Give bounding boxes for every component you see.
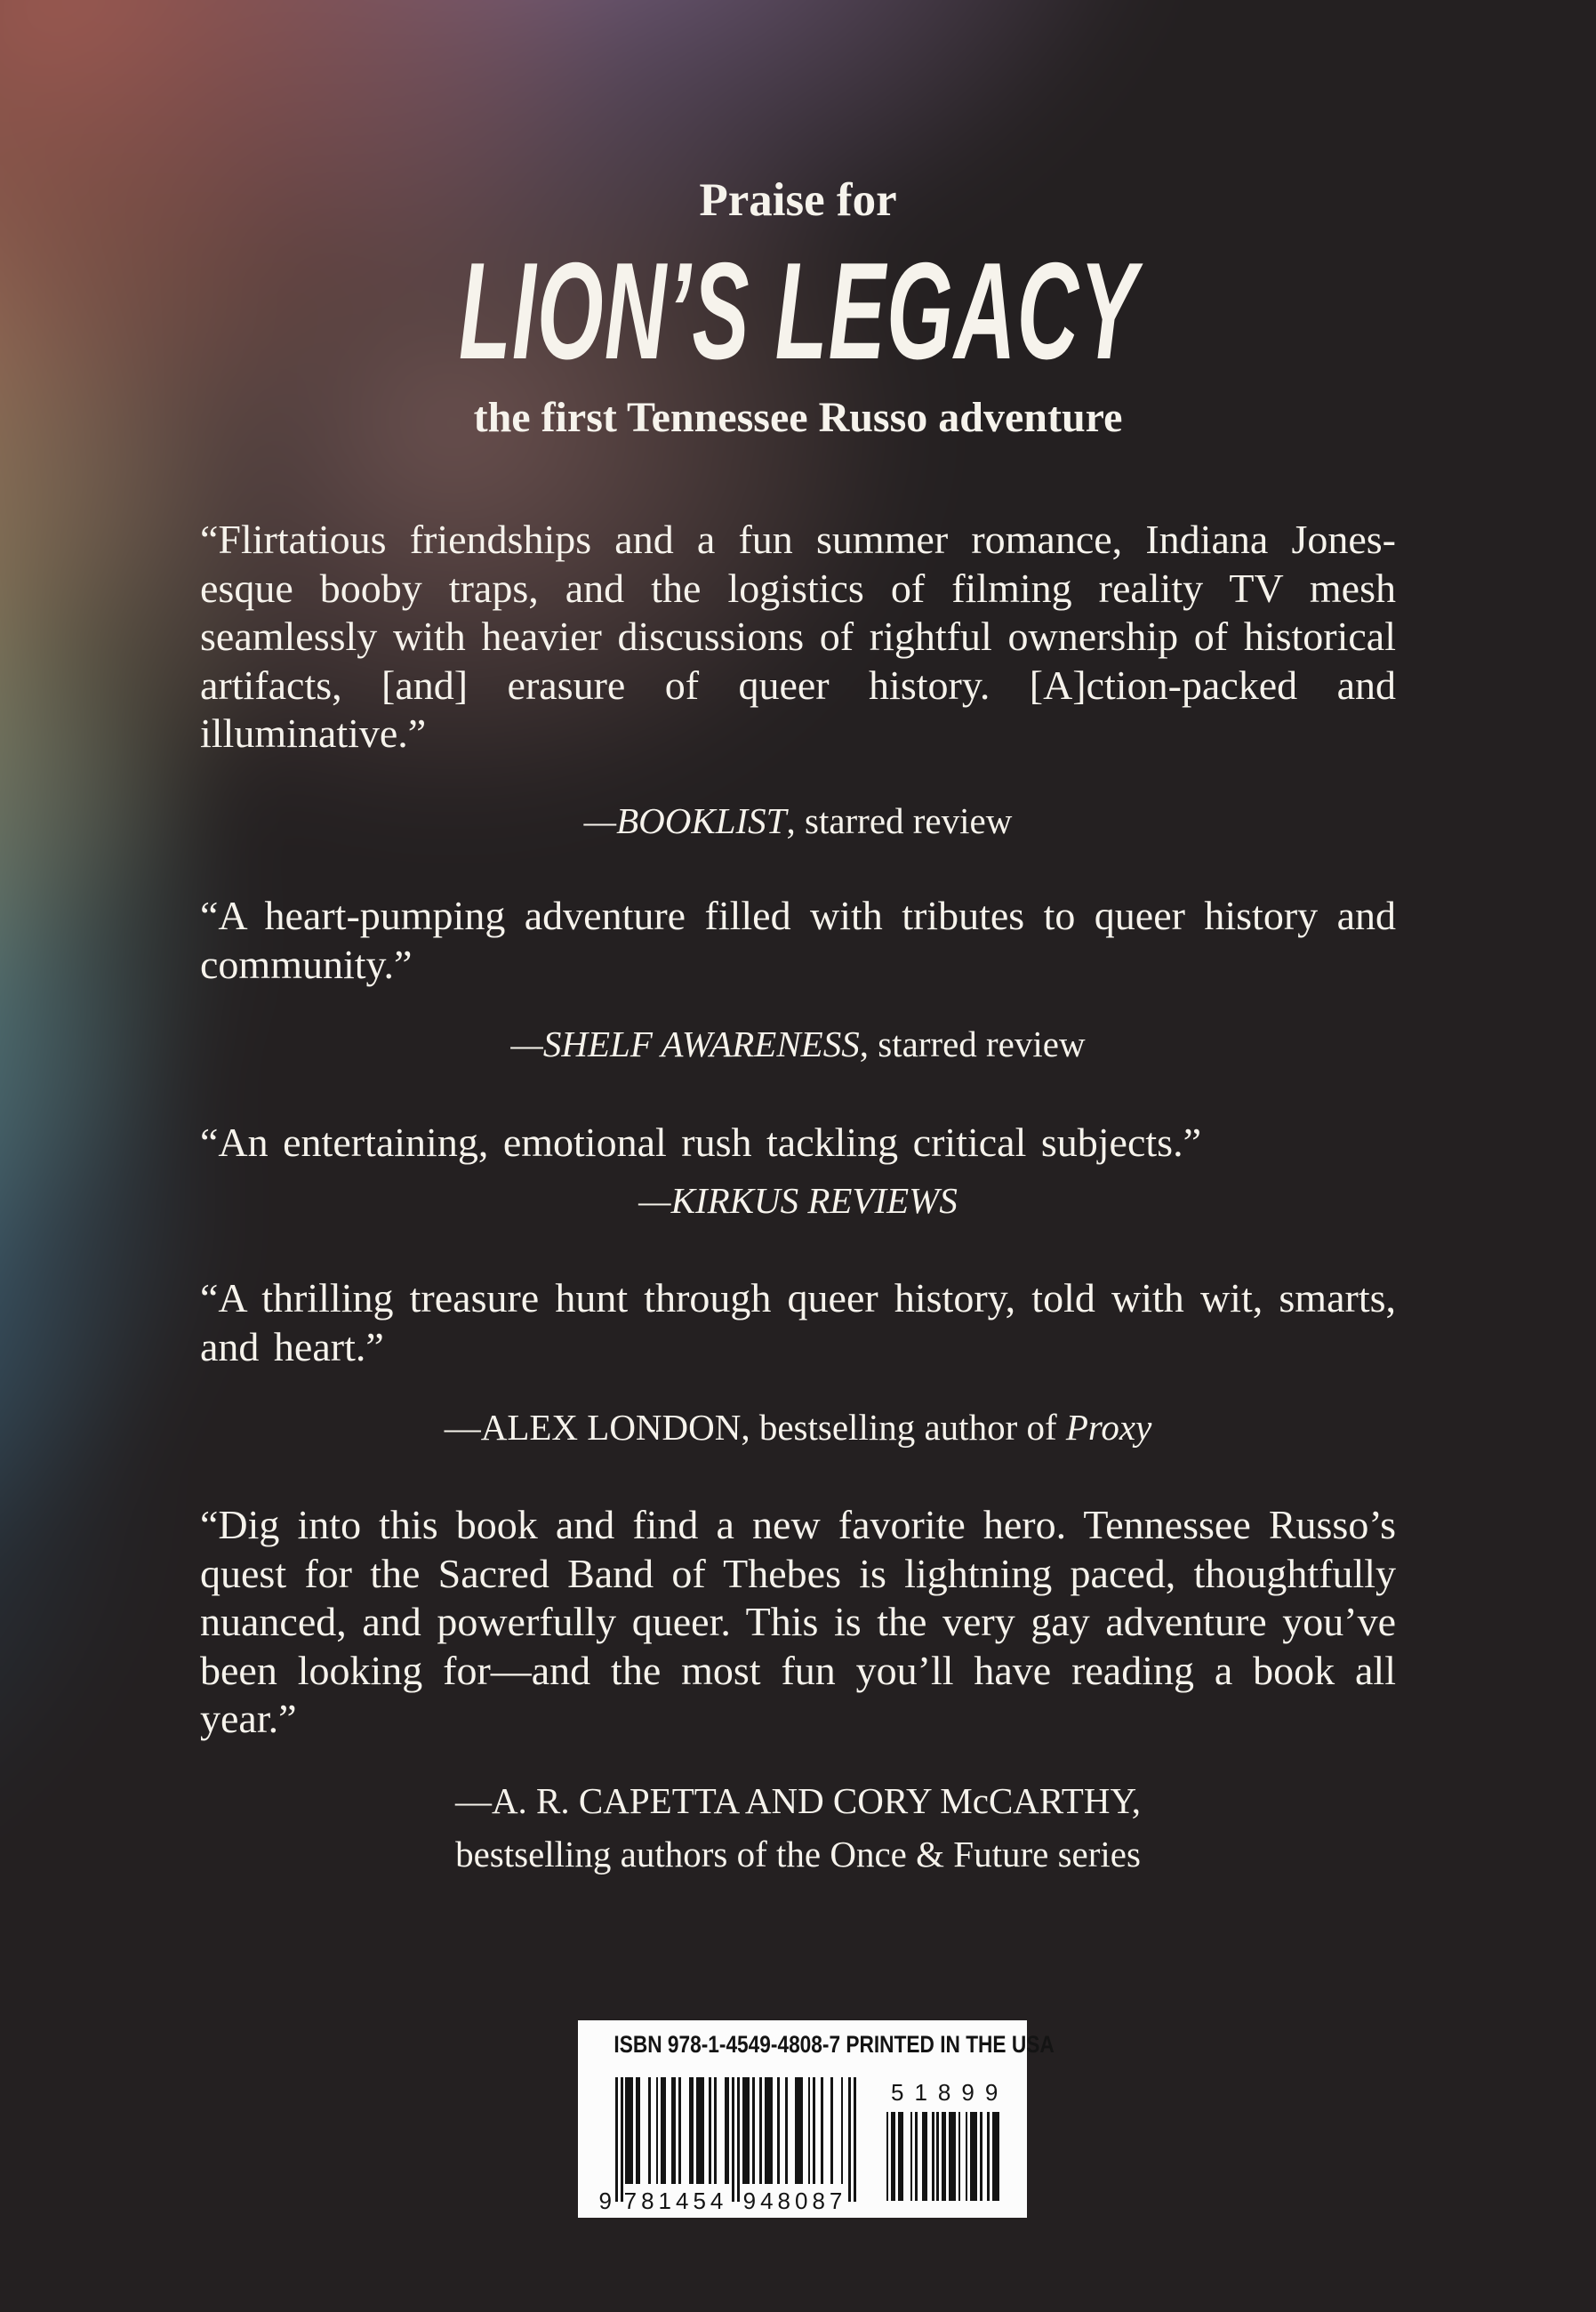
attribution-alex-london: —ALEX LONDON, bestselling author of Proxy bbox=[444, 1407, 1152, 1448]
isbn-text: ISBN 978-1-4549-4808-7 PRINTED IN THE USA bbox=[614, 2031, 1055, 2058]
barcode-digit-lead: 9 bbox=[598, 2188, 612, 2214]
attribution-booklist: —BOOKLIST, starred review bbox=[583, 800, 1013, 841]
ean5-addon-barcode bbox=[884, 2112, 999, 2201]
barcode-digit-group1: 781454 bbox=[623, 2188, 728, 2214]
addon-price-digits: 51899 bbox=[891, 2079, 1009, 2106]
attribution-kirkus: —KIRKUS REVIEWS bbox=[638, 1180, 958, 1221]
ean13-barcode bbox=[615, 2077, 856, 2202]
barcode-digit-group2: 948087 bbox=[742, 2188, 847, 2214]
barcode-panel bbox=[578, 2020, 1055, 2218]
book-subtitle: the first Tennessee Russo adventure bbox=[473, 394, 1123, 441]
quote-alex-london: “A thrilling treasure hunt through queer history, told with wit, smarts, and heart.” bbox=[200, 1275, 1396, 1369]
quote-shelf-awareness: “A heart-pumping adventure filled with tributes to queer history and community.” bbox=[200, 893, 1396, 987]
quote-capetta-mccarthy: “Dig into this book and find a new favorite hero. Tennessee Russo’s quest for the Sacred Band of Thebes is lightning paced, thoughtfully nuanced, and powerfully queer. This is the very gay adventure you’ve been looking for—and the most fun you’ll have reading a book all year.” bbox=[200, 1502, 1396, 1741]
quote-booklist: “Flirtatious friendships and a fun summer romance, Indiana Jones-esque booby traps, and the logistics of filming reality TV mesh seamlessly with heavier discussions of rightful ownership of historical artifacts, [and] erasure of queer history. [A]ction-packed and illuminative.” bbox=[200, 517, 1396, 756]
book-title-text: LION’S LEGACY bbox=[458, 234, 1138, 388]
ean5-addon bbox=[884, 2079, 1009, 2201]
attribution-shelf-awareness: —SHELF AWARENESS, starred review bbox=[510, 1024, 1086, 1064]
quote-kirkus: “An entertaining, emotional rush tackling critical subjects.” bbox=[200, 1120, 1201, 1165]
praise-for-label: Praise for bbox=[699, 174, 897, 226]
book-title bbox=[0, 234, 1596, 388]
attribution-capetta-mccarthy: —A. R. CAPETTA AND CORY McCARTHY, bbox=[454, 1780, 1142, 1821]
attribution-capetta-mccarthy-line2: bestselling authors of the Once & Future series bbox=[455, 1834, 1141, 1874]
